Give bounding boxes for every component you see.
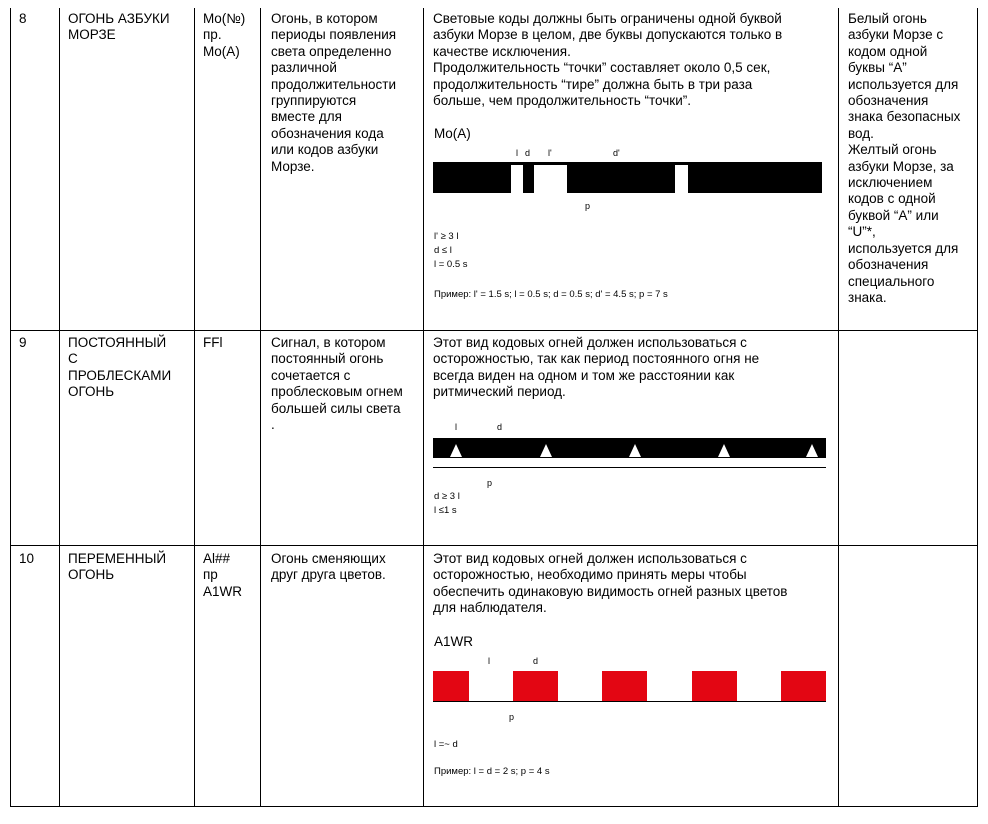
flash-marker [629, 444, 641, 457]
notes: Этот вид кодовых огней должен использоваться с осторожностью, необходимо принять меры чтобы обеспечить одинаковую видимость огней разных цветов для наблюдателя. [433, 551, 788, 616]
example: Пример: l = d = 2 s; p = 4 s [434, 766, 550, 777]
flash-marker [540, 444, 552, 457]
red-light [781, 671, 826, 701]
baseline [433, 467, 826, 468]
notes: Световые коды должны быть ограничены одной буквой азбуки Морзе в целом, две буквы допускаются только в качестве исключения. Продолжительность “точки” составляет около 0,5 сек, продолжительность “тире” должна быть в три раза больше, чем продолжительность “точки”. [433, 11, 783, 109]
abbreviation: Mo(№) пр. Mo(A) [203, 11, 246, 59]
label-p: p [487, 478, 493, 488]
diagram-caption: A1WR [434, 634, 474, 649]
light-dot [511, 162, 523, 165]
label-l: l [455, 422, 457, 432]
light-dash [534, 162, 567, 165]
row-number: 9 [19, 335, 27, 350]
grid-line [10, 806, 978, 807]
diagram-caption: Mo(A) [434, 126, 471, 141]
grid-line [194, 8, 195, 807]
example: Пример: l' = 1.5 s; l = 0.5 s; d = 0.5 s; d' = 4.5 s; p = 7 s [434, 289, 668, 300]
red-light [692, 671, 737, 701]
grid-line [977, 8, 978, 807]
grid-line [10, 330, 978, 331]
label-p: p [509, 712, 515, 722]
label-d: d [525, 148, 531, 158]
light-type-name: ОГОНЬ АЗБУКИ МОРЗЕ [68, 11, 170, 43]
abbreviation: FFl [203, 335, 223, 350]
flash-marker [806, 444, 818, 457]
label-d: d [497, 422, 503, 432]
label-l: l [516, 148, 518, 158]
grid-line [10, 8, 11, 807]
description: Огонь, в котором периоды появления света определенно различной продолжительности группируются вместе для обозначения кода или кодов азбуки Морзе. [271, 11, 397, 174]
label-p: p [585, 201, 591, 211]
flash-marker [450, 444, 462, 457]
row-number: 8 [19, 11, 27, 26]
red-light [602, 671, 647, 701]
description: Сигнал, в котором постоянный огонь сочетается с проблесковым огнем большей силы света . [271, 335, 403, 433]
label-l: l [488, 656, 490, 666]
grid-line [423, 8, 424, 807]
baseline [433, 701, 826, 702]
grid-line [59, 8, 60, 807]
flash-marker [718, 444, 730, 457]
formula: l =~ d [434, 739, 458, 750]
row-number: 10 [19, 551, 35, 566]
dark-period [567, 162, 675, 193]
abbreviation: Al## пр A1WR [203, 551, 243, 599]
grid-line [838, 8, 839, 807]
label-d: d [533, 656, 539, 666]
label-l-prime: l' [548, 148, 552, 158]
dark-period [688, 162, 822, 193]
notes: Этот вид кодовых огней должен использоваться с осторожностью, так как период постоянного огня не всегда виден на одном и том же расстоянии как ритмический период. [433, 335, 760, 400]
light-dot [675, 162, 688, 165]
description: Огонь сменяющих друг друга цветов. [271, 551, 386, 583]
dark-period [523, 162, 534, 193]
formula: l' ≥ 3 l d ≤ l l = 0.5 s [434, 231, 468, 270]
grid-line [10, 545, 978, 546]
red-light [433, 671, 469, 701]
formula: d ≥ 3 l l ≤1 s [434, 491, 460, 516]
dark-period [433, 162, 511, 193]
red-light [513, 671, 558, 701]
grid-line [260, 8, 261, 807]
light-type-name: ПОСТОЯННЫЙ С ПРОБЛЕСКАМИ ОГОНЬ [68, 335, 172, 400]
label-d-prime: d' [613, 148, 620, 158]
light-type-name: ПЕРЕМЕННЫЙ ОГОНЬ [68, 551, 167, 583]
remarks: Белый огонь азбуки Морзе с кодом одной буквы “А” используется для обозначения знака безопасных вод. Желтый огонь азбуки Морзе, за исключением кодов с одной буквой “А” или “U”*, используется для обозначения специального знака. [848, 11, 961, 305]
